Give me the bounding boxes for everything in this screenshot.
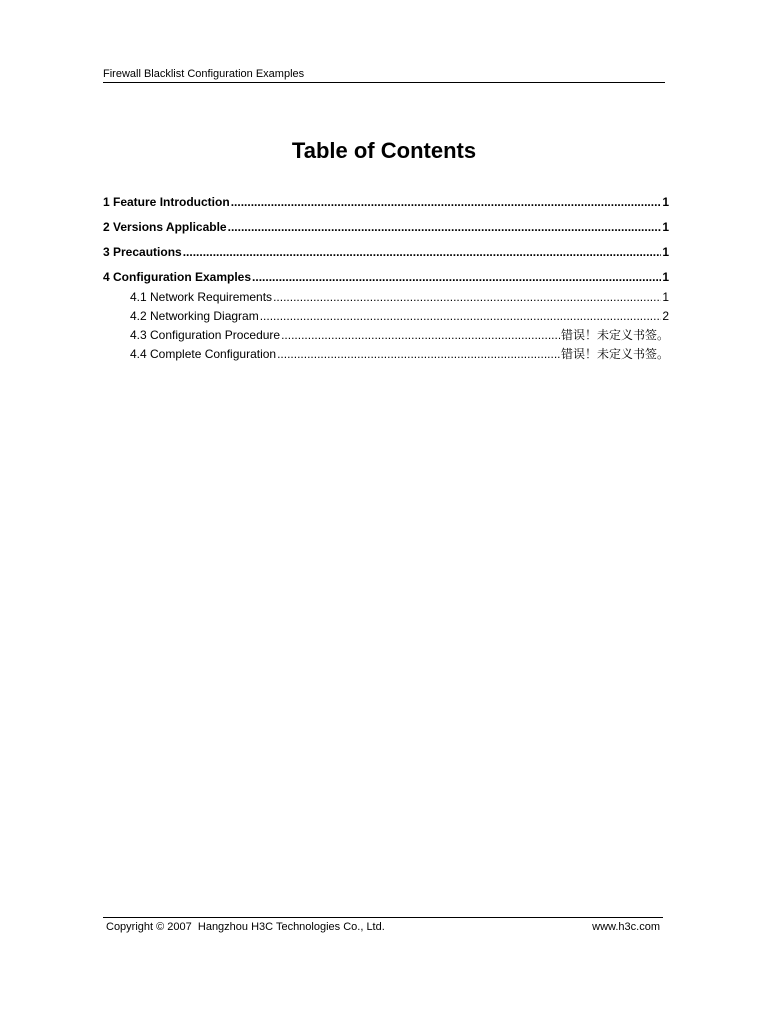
toc-entry-page: 1 [662,220,669,234]
toc-entry-page: 1 [662,245,669,259]
toc-entry-configuration-procedure[interactable] [103,327,669,346]
footer-copyright: Copyright © 2007 Hangzhou H3C Technologies Co., Ltd. [106,921,385,933]
page-footer [103,917,663,934]
toc-entry-label: 4 Configuration Examples [103,270,252,284]
toc-entry-label: 1 Feature Introduction [103,195,230,209]
footer-website: www.h3c.com [592,921,660,933]
toc-title: Table of Contents [291,138,477,163]
table-of-contents [103,194,669,365]
toc-leader-dots [281,327,560,343]
toc-entry-feature-introduction[interactable] [103,194,669,219]
toc-leader-dots [260,308,662,324]
toc-entry-networking-diagram[interactable] [103,308,669,327]
toc-entry-page: 1 [662,270,669,284]
toc-entry-complete-configuration[interactable] [103,346,669,365]
toc-entry-configuration-examples[interactable] [103,269,669,289]
running-header: Firewall Blacklist Configuration Examples [103,68,665,83]
toc-entry-label: 3 Precautions [103,245,182,259]
toc-entry-precautions[interactable] [103,244,669,269]
toc-entry-label: 4.1 Network Requirements [130,290,273,304]
toc-leader-dots [228,219,662,235]
toc-entry-page: 1 [662,195,669,209]
toc-leader-dots [273,289,661,305]
toc-entry-label: 4.4 Complete Configuration [130,347,277,361]
toc-entry-network-requirements[interactable] [103,289,669,308]
toc-entry-page-error: 错误！未定义书签。 [560,347,669,361]
toc-entry-label: 2 Versions Applicable [103,220,227,234]
toc-entry-page-error: 错误！未定义书签。 [560,328,669,342]
toc-leader-dots [231,194,662,210]
toc-entry-page: 1 [662,290,669,304]
toc-entry-versions-applicable[interactable] [103,219,669,244]
toc-leader-dots [252,269,661,285]
toc-entry-page: 2 [662,309,669,323]
toc-entry-label: 4.2 Networking Diagram [130,309,259,323]
toc-leader-dots [183,244,662,260]
toc-entry-label: 4.3 Configuration Procedure [130,328,281,342]
toc-leader-dots [277,346,560,362]
